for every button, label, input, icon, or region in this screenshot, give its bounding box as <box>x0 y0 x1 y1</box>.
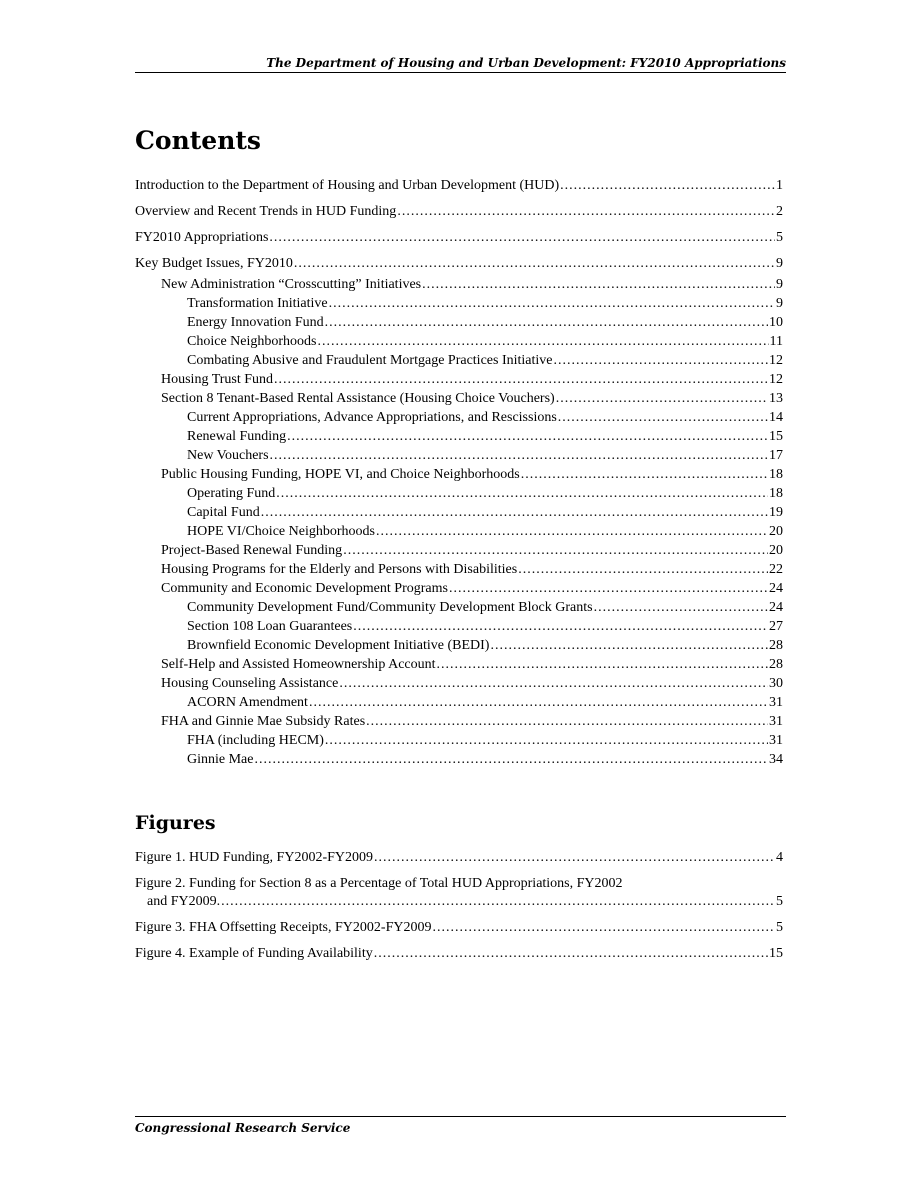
toc-leader <box>397 203 775 221</box>
figure-entry-page: 5 <box>776 894 783 909</box>
toc-entry-title: FHA and Ginnie Mae Subsidy Rates <box>161 714 366 729</box>
toc-leader <box>432 919 775 937</box>
toc-entry-page: 30 <box>769 676 783 691</box>
figure-entry[interactable] <box>135 945 783 963</box>
toc-entry-page: 19 <box>769 505 783 520</box>
toc-entry-page: 27 <box>769 619 783 634</box>
toc-leader <box>276 485 768 503</box>
toc-entry-page: 1 <box>776 178 783 193</box>
toc-leader <box>518 561 768 579</box>
toc-entry-page: 28 <box>769 638 783 653</box>
toc-entry[interactable] <box>187 732 783 750</box>
toc-entry-title: Combating Abusive and Fraudulent Mortgage Practices Initiative <box>187 353 553 368</box>
toc-entry-title: FY2010 Appropriations <box>135 230 269 245</box>
header-rule <box>135 72 786 73</box>
toc-leader <box>261 504 768 522</box>
toc-entry-title: Introduction to the Department of Housing and Urban Development (HUD) <box>135 178 560 193</box>
toc-entry[interactable] <box>161 466 783 484</box>
toc-leader <box>556 390 768 408</box>
toc-entry-page: 18 <box>769 486 783 501</box>
toc-entry[interactable] <box>187 618 783 636</box>
toc-entry[interactable] <box>135 255 783 273</box>
toc-entry-page: 24 <box>769 581 783 596</box>
toc-entry-title: Transformation Initiative <box>187 296 328 311</box>
toc-entry[interactable] <box>187 637 783 655</box>
toc-entry-title: Overview and Recent Trends in HUD Funding <box>135 204 397 219</box>
toc-entry-title: HOPE VI/Choice Neighborhoods <box>187 524 375 539</box>
toc-leader <box>560 177 775 195</box>
toc-leader <box>287 428 768 446</box>
toc-leader <box>325 732 768 750</box>
toc-leader <box>594 599 768 617</box>
toc-leader <box>274 371 768 389</box>
toc-entry-title: Section 8 Tenant-Based Rental Assistance (Housing Choice Vouchers) <box>161 391 555 406</box>
toc-entry-page: 9 <box>776 296 783 311</box>
toc-leader <box>366 713 768 731</box>
toc-entry-title: Ginnie Mae <box>187 752 254 767</box>
toc-entry-page: 31 <box>769 714 783 729</box>
toc-entry[interactable] <box>135 203 783 221</box>
toc-entry-page: 18 <box>769 467 783 482</box>
toc-entry-page: 10 <box>769 315 783 330</box>
toc-entry-page: 11 <box>769 334 783 349</box>
toc-leader <box>374 849 775 867</box>
toc-entry-title: FHA (including HECM) <box>187 733 324 748</box>
toc-leader <box>294 255 775 273</box>
toc-entry-page: 24 <box>769 600 783 615</box>
toc-entry-page: 31 <box>769 733 783 748</box>
toc-entry[interactable] <box>161 656 783 674</box>
toc-leader <box>437 656 768 674</box>
toc-entry-title: Energy Innovation Fund <box>187 315 324 330</box>
toc-entry-title: Choice Neighborhoods <box>187 334 317 349</box>
toc-entry[interactable] <box>187 751 783 769</box>
toc-entry-page: 28 <box>769 657 783 672</box>
toc-entry-title: Housing Trust Fund <box>161 372 274 387</box>
toc-entry-title: New Administration “Crosscutting” Initiatives <box>161 277 422 292</box>
toc-entry[interactable] <box>161 390 783 408</box>
toc-entry[interactable] <box>161 713 783 731</box>
toc-entry-page: 12 <box>769 372 783 387</box>
toc-entry-title: Section 108 Loan Guarantees <box>187 619 353 634</box>
toc-entry[interactable] <box>187 447 783 465</box>
toc-entry[interactable] <box>187 409 783 427</box>
toc-entry[interactable] <box>187 485 783 503</box>
running-footer: Congressional Research Service <box>135 1121 351 1135</box>
toc-entry[interactable] <box>187 352 783 370</box>
figure-entry[interactable] <box>135 875 783 911</box>
toc-entry[interactable] <box>161 580 783 598</box>
toc-leader <box>339 675 768 693</box>
figures-heading: Figures <box>135 812 216 834</box>
toc-entry-title: New Vouchers <box>187 448 269 463</box>
toc-entry-title: Operating Fund <box>187 486 276 501</box>
toc-leader <box>353 618 768 636</box>
running-header: The Department of Housing and Urban Development: FY2010 Appropriations <box>266 56 786 70</box>
toc-leader <box>374 945 768 963</box>
toc-entry-page: 20 <box>769 543 783 558</box>
toc-entry-page: 14 <box>769 410 783 425</box>
toc-leader <box>376 523 768 541</box>
toc-entry[interactable] <box>161 276 783 294</box>
toc-entry-title: Key Budget Issues, FY2010 <box>135 256 293 271</box>
toc-leader <box>490 637 768 655</box>
toc-entry[interactable] <box>135 229 783 247</box>
toc-entry-title: Capital Fund <box>187 505 260 520</box>
toc-entry-title: Housing Counseling Assistance <box>161 676 339 691</box>
toc-entry-page: 34 <box>769 752 783 767</box>
figure-entry-page: 5 <box>776 920 783 935</box>
toc-entry-title: Housing Programs for the Elderly and Persons with Disabilities <box>161 562 518 577</box>
toc-entry-page: 9 <box>776 277 783 292</box>
toc-entry-title: Public Housing Funding, HOPE VI, and Choice Neighborhoods <box>161 467 520 482</box>
toc-entry[interactable] <box>187 694 783 712</box>
toc-entry-title: Brownfield Economic Development Initiative (BEDI) <box>187 638 490 653</box>
toc-entry-title: Self-Help and Assisted Homeownership Account <box>161 657 436 672</box>
toc-entry[interactable] <box>187 599 783 617</box>
figure-entry-title: Figure 1. HUD Funding, FY2002-FY2009 <box>135 850 374 865</box>
toc-leader <box>329 295 775 313</box>
toc-entry-title: Project-Based Renewal Funding <box>161 543 343 558</box>
toc-entry-page: 15 <box>769 429 783 444</box>
figure-entry[interactable] <box>135 849 783 867</box>
toc-leader <box>325 314 768 332</box>
toc-entry[interactable] <box>161 561 783 579</box>
toc-entry[interactable] <box>135 177 783 195</box>
toc-entry[interactable] <box>187 428 783 446</box>
toc-entry[interactable] <box>187 295 783 313</box>
toc-leader <box>422 276 775 294</box>
toc-entry[interactable] <box>161 371 783 389</box>
toc-entry-page: 5 <box>776 230 783 245</box>
toc-leader <box>270 447 768 465</box>
toc-entry-page: 9 <box>776 256 783 271</box>
toc-entry[interactable] <box>187 333 783 351</box>
toc-leader <box>309 694 768 712</box>
figure-entry[interactable] <box>135 919 783 937</box>
toc-entry[interactable] <box>187 314 783 332</box>
toc-entry[interactable] <box>187 504 783 522</box>
toc-leader <box>449 580 768 598</box>
toc-entry-page: 31 <box>769 695 783 710</box>
toc-entry-title: Renewal Funding <box>187 429 287 444</box>
toc-entry-page: 12 <box>769 353 783 368</box>
toc-entry-title: ACORN Amendment <box>187 695 308 710</box>
toc-leader <box>317 333 768 351</box>
toc-leader <box>521 466 768 484</box>
toc-entry-page: 2 <box>776 204 783 219</box>
toc-entry[interactable] <box>161 675 783 693</box>
contents-heading: Contents <box>135 126 262 155</box>
toc-entry-title: Current Appropriations, Advance Appropriations, and Rescissions <box>187 410 557 425</box>
toc-entry[interactable] <box>161 542 783 560</box>
toc-leader <box>217 893 775 911</box>
toc-leader <box>343 542 768 560</box>
toc-entry[interactable] <box>187 523 783 541</box>
figure-entry-continuation: and FY2009 <box>147 894 217 909</box>
toc-entry-page: 13 <box>769 391 783 406</box>
figure-entry-title: Figure 4. Example of Funding Availability <box>135 946 373 961</box>
footer-rule <box>135 1116 786 1117</box>
figure-entry-title: Figure 2. Funding for Section 8 as a Percentage of Total HUD Appropriations, FY2002 <box>135 876 623 891</box>
toc-entry-title: Community and Economic Development Programs <box>161 581 448 596</box>
toc-leader <box>553 352 768 370</box>
toc-entry-title: Community Development Fund/Community Development Block Grants <box>187 600 593 615</box>
figure-entry-title: Figure 3. FHA Offsetting Receipts, FY2002-FY2009 <box>135 920 432 935</box>
toc-leader <box>269 229 775 247</box>
figure-entry-page: 4 <box>776 850 783 865</box>
toc-entry-page: 17 <box>769 448 783 463</box>
toc-entry-page: 20 <box>769 524 783 539</box>
toc-entry-page: 22 <box>769 562 783 577</box>
toc-leader <box>254 751 768 769</box>
toc-leader <box>558 409 768 427</box>
figure-entry-page: 15 <box>769 946 783 961</box>
